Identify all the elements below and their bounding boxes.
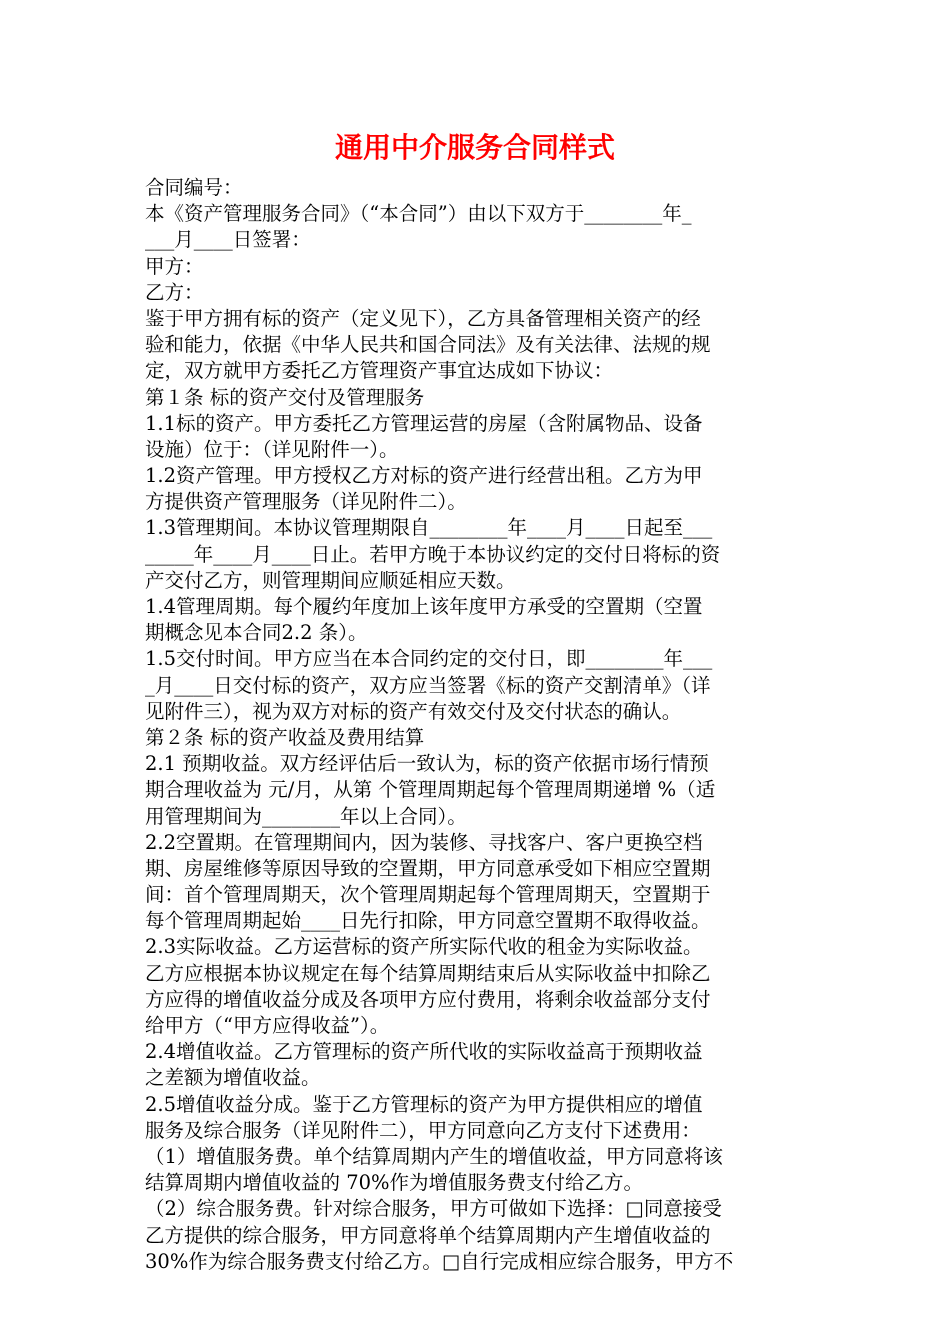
text-line: 2.4增值收益。乙方管理标的资产所代收的实际收益高于预期收益 [145,1040,703,1064]
text-line: 之差额为增值收益。 [145,1066,321,1090]
text-line: 期概念见本合同2.2 条）。 [145,621,368,645]
page-title: 通用中介服务合同样式 [334,131,615,164]
text-line: 乙方提供的综合服务，甲方同意将单个结算周期内产生增值收益的 [145,1223,711,1247]
text-line: 1.5交付时间。甲方应当在本合同约定的交付日，即________年___ [145,647,713,671]
text-line: 30%作为综合服务费支付给乙方。□自行完成相应综合服务，甲方不 [145,1249,734,1273]
text-line: 1.4管理周期。每个履约年度加上该年度甲方承受的空置期（空置 [145,595,703,618]
text-line: 设施）位于：（详见附件一）。 [145,437,399,461]
text-line: 第１条 标的资产交付及管理服务 [145,385,425,409]
text-line: 本《资产管理服务合同》（“本合同”）由以下双方于________年_ [145,202,692,226]
text-line: 方提供资产管理服务（详见附件二）。 [145,490,467,514]
text-line: （2）综合服务费。针对综合服务，甲方可做如下选择：□同意接受 [145,1197,722,1221]
text-line: 用管理期间为________年以上合同）。 [145,804,467,828]
text-line: 每个管理周期起始____日先行扣除，甲方同意空置期不取得收益。 [145,909,711,933]
text-line: _月____日交付标的资产，双方应当签署《标的资产交割清单》（详 [145,673,711,697]
text-line: 产交付乙方，则管理期间应顺延相应天数。 [145,568,516,592]
text-line: 方应得的增值收益分成及各项甲方应付费用，将剩余收益部分支付 [145,987,711,1011]
text-line: 服务及综合服务（详见附件二），甲方同意向乙方支付下述费用： [145,1118,701,1142]
text-line: 期合理收益为 元/月，从第 个管理周期起每个管理周期递增 %（适 [145,778,716,802]
text-line: 第２条 标的资产收益及费用结算 [145,725,425,749]
text-line: ___月____日签署： [145,228,311,252]
text-line: 甲方： [145,254,204,278]
text-line: 2.5增值收益分成。鉴于乙方管理标的资产为甲方提供相应的增值 [145,1092,703,1116]
text-line: 1.3管理期间。本协议管理期限自________年____月____日起至___ [145,516,713,540]
text-line: 乙方应根据本协议规定在每个结算周期结束后从实际收益中扣除乙 [145,961,711,985]
text-line: 1.1标的资产。甲方委托乙方管理运营的房屋（含附属物品、设备 [145,411,703,435]
text-line: 乙方： [145,280,204,304]
text-line: 1.2资产管理。甲方授权乙方对标的资产进行经营出租。乙方为甲 [145,464,703,488]
text-line: 定，双方就甲方委托乙方管理资产事宜达成如下协议： [145,359,614,383]
text-line: 结算周期内增值收益的 70%作为增值服务费支付给乙方。 [145,1171,644,1195]
contract-body [145,175,810,1275]
text-line: 2.3实际收益。乙方运营标的资产所实际代收的租金为实际收益。 [145,935,703,959]
text-line: 间：首个管理周期天，次个管理周期起每个管理周期天，空置期于 [145,883,711,907]
text-line: 2.1 预期收益。双方经评估后一致认为，标的资产依据市场行情预 [145,752,709,776]
text-line: 验和能力，依据《中华人民共和国合同法》及有关法律、法规的规 [145,333,711,357]
text-line: 合同编号： [145,176,243,199]
text-line: （1）增值服务费。单个结算周期内产生的增值收益，甲方同意将该 [145,1144,723,1168]
text-line: 期、房屋维修等原因导致的空置期，甲方同意承受如下相应空置期 [145,856,711,880]
text-line: 给甲方（“甲方应得收益”）。 [145,1014,390,1037]
text-line: 2.2空置期。在管理期间内，因为装修、寻找客户、客户更换空档 [145,830,703,854]
text-line: 见附件三），视为双方对标的资产有效交付及交付状态的确认。 [145,699,682,723]
text-line: 鉴于甲方拥有标的资产（定义见下），乙方具备管理相关资产的经 [145,306,701,330]
text-line: _____年____月____日止。若甲方晚于本协议约定的交付日将标的资 [145,542,721,566]
